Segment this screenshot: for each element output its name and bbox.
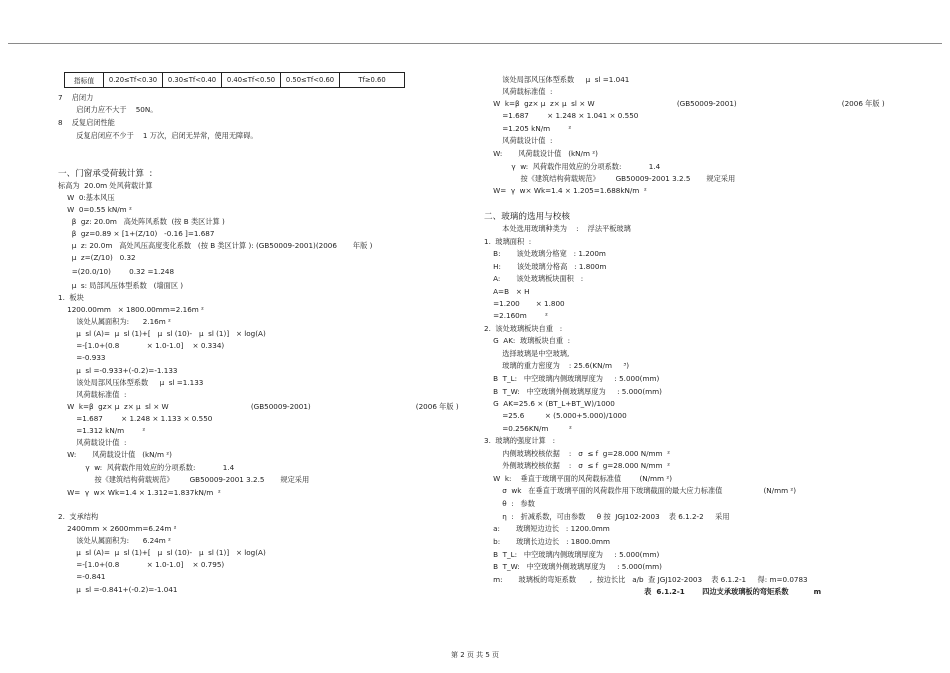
text-line: 2400mm × 2600mm=6.24m ² — [58, 524, 177, 533]
text-line: 风荷载设计值 : — [58, 438, 127, 447]
text-line: =-[1.0+(0.8 × 1.0-1.0] × 0.795) — [58, 560, 225, 569]
text-line: A=B × H — [484, 287, 530, 296]
text-line: =2.160m ² — [484, 311, 548, 320]
text-line: H: 该处玻璃分格高 : 1.800m — [484, 262, 607, 271]
text-line: 本处选用玻璃种类为 : 浮法平板玻璃 — [484, 224, 631, 233]
text-line: 该处局部风压体型系数 μ sl =1.133 — [58, 378, 204, 387]
text-line: W: 风荷载设计值 (kN/m ²) — [58, 450, 172, 459]
text-line: W k=β gz× μ z× μ sl × W (GB50009-2001) (2006 年版 ) — [58, 402, 459, 411]
text-line: 风荷载标准值 : — [484, 87, 553, 96]
text-line: 一、门窗承受荷载计算 : — [58, 169, 153, 179]
text-line: η : 折减系数，可由参数 θ 按 JGJ102-2003 表 6.1.2-2 采用 — [484, 512, 730, 521]
text-line: 选择玻璃是中空玻璃, — [484, 349, 570, 358]
text-line: W 0=0.55 kN/m ² — [58, 205, 132, 214]
text-line: =-0.841 — [58, 572, 106, 581]
text-line: 按《建筑结构荷载规范》 GB50009-2001 3.2.5 规定采用 — [58, 475, 310, 484]
text-line: μ sl (A)= μ sl (1)+[ μ sl (10)- μ sl (1)] × log(A) — [58, 548, 266, 557]
text-line: 2. 支承结构 — [58, 512, 99, 521]
text-line: β gz=0.89 × [1+(Z/10) -0.16 ]=1.687 — [58, 229, 215, 238]
grade-table — [64, 72, 405, 88]
table-cell: 0.50≤Tf<0.60 — [281, 73, 340, 88]
text-line: 3. 玻璃的强度计算 : — [484, 436, 556, 445]
text-line: μ s: 局部风压体型系数 (墙面区 ) — [58, 281, 184, 290]
text-line: 内侧玻璃校核依据 : σ ≤ f g=28.000 N/mm ² — [484, 449, 670, 458]
text-line: 标高为 20.0m 处风荷载计算 — [58, 181, 153, 190]
header-rule — [8, 43, 942, 44]
text-line: =1.312 kN/m ² — [58, 426, 146, 435]
text-line: W: 风荷载设计值 (kN/m ²) — [484, 149, 598, 158]
text-line: 7 启闭力 — [58, 93, 94, 102]
text-line: 该处从属面积为: 2.16m ² — [58, 317, 171, 326]
table-cell: 0.20≤Tf<0.30 — [104, 73, 163, 88]
text-line: b: 玻璃长边边长 : 1800.0mm — [484, 537, 610, 546]
text-line: γ w: 风荷载作用效应的分项系数: 1.4 — [58, 463, 235, 472]
text-line: B T_L: 中空玻璃内侧玻璃厚度为 : 5.000(mm) — [484, 374, 660, 383]
text-line: 1. 玻璃面积 : — [484, 237, 532, 246]
text-line: 该处从属面积为: 6.24m ² — [58, 536, 171, 545]
text-line: =-[1.0+(0.8 × 1.0-1.0] × 0.334) — [58, 341, 225, 350]
text-line: A: 该处玻璃板块面积 : — [484, 274, 584, 283]
page-footer: 第 2 页 共 5 页 — [450, 651, 500, 659]
text-line: a: 玻璃短边边长 : 1200.0mm — [484, 524, 610, 533]
text-line: μ sl =-0.933+(-0.2)=-1.133 — [58, 366, 178, 375]
text-line: B T_L: 中空玻璃内侧玻璃厚度为 : 5.000(mm) — [484, 550, 660, 559]
text-line: μ z: 20.0m 高处风压高度变化系数 (按 B 类区计算 ): (GB50009-2001)(2006 年版 ) — [58, 241, 373, 250]
text-line: 该处局部风压体型系数 μ sl =1.041 — [484, 75, 630, 84]
text-line: W= γ w× Wk=1.4 × 1.312=1.837kN/m ² — [58, 488, 221, 497]
text-line: G AK: 玻璃板块自重 : — [484, 336, 571, 345]
text-line: σ wk 在垂直于玻璃平面的风荷载作用下玻璃截面的最大应力标准值 (N/mm ²) — [484, 486, 797, 495]
text-line: =-0.933 — [58, 353, 106, 362]
text-line: B T_W: 中空玻璃外侧玻璃厚度为 : 5.000(mm) — [484, 387, 662, 396]
text-line: 风荷载设计值 : — [484, 136, 553, 145]
text-line: W= γ w× Wk=1.4 × 1.205=1.688kN/m ² — [484, 186, 647, 195]
text-line: W 0:基本风压 — [58, 193, 115, 202]
text-line: =1.205 kN/m ² — [484, 124, 572, 133]
table-cell: 0.30≤Tf<0.40 — [163, 73, 222, 88]
table-cell: 0.40≤Tf<0.50 — [222, 73, 281, 88]
text-line: W k=β gz× μ z× μ sl × W (GB50009-2001) (2006 年版 ) — [484, 99, 885, 108]
text-line: 外侧玻璃校核依据 : σ ≤ f g=28.000 N/mm ² — [484, 461, 670, 470]
text-line: 表 6.1.2-1 四边支承玻璃板的弯矩系数 m — [484, 587, 822, 596]
table-cell: Tf≥0.60 — [340, 73, 405, 88]
text-line: B T_W: 中空玻璃外侧玻璃厚度为 : 5.000(mm) — [484, 562, 662, 571]
text-line: 风荷载标准值 : — [58, 390, 127, 399]
text-line: μ sl (A)= μ sl (1)+[ μ sl (10)- μ sl (1)] × log(A) — [58, 329, 266, 338]
text-line: μ sl =-0.841+(-0.2)=-1.041 — [58, 585, 178, 594]
text-line: 1. 板块 — [58, 293, 84, 302]
text-line: 玻璃的重力密度为 : 25.6(KN/m ³) — [484, 361, 630, 370]
text-line: =1.200 × 1.800 — [484, 299, 565, 308]
table-row — [65, 73, 405, 88]
text-line: =1.687 × 1.248 × 1.041 × 0.550 — [484, 111, 639, 120]
text-line: 二、玻璃的选用与校核 — [484, 212, 570, 222]
table-cell: 指标值 — [65, 73, 104, 88]
text-line: 启闭力应不大于 50N。 — [58, 105, 158, 114]
text-line: 反复启闭应不少于 1 万次，启闭无异常，使用无障碍。 — [58, 131, 258, 140]
text-line: μ z=(Z/10) 0.32 — [58, 253, 136, 262]
text-line: 按《建筑结构荷载规范》 GB50009-2001 3.2.5 规定采用 — [484, 174, 736, 183]
text-line: B: 该处玻璃分格宽 : 1.200m — [484, 249, 606, 258]
text-line: β gz: 20.0m 高处阵风系数 (按 B 类区计算 ) — [58, 217, 225, 226]
text-line: =0.256KN/m ² — [484, 424, 572, 433]
text-line: θ : 参数 — [484, 499, 535, 508]
text-line: W k: 垂直于玻璃平面的风荷载标准值 (N/mm ²) — [484, 474, 673, 483]
text-line: m: 玻璃板的弯矩系数 , 按边长比 a/b 查 JGJ102-2003 表 6.1.2-1 得: m=0.0783 — [484, 575, 808, 584]
text-line: =1.687 × 1.248 × 1.133 × 0.550 — [58, 414, 213, 423]
text-line: 8 反复启闭性能 — [58, 118, 115, 127]
text-line: =25.6 × (5.000+5.000)/1000 — [484, 411, 627, 420]
text-line: γ w: 风荷载作用效应的分项系数: 1.4 — [484, 162, 661, 171]
text-line: 2. 该处玻璃板块自重 : — [484, 324, 563, 333]
text-line: 1200.00mm × 1800.00mm=2.16m ² — [58, 305, 204, 314]
text-line: G AK=25.6 × (BT_L+BT_W)/1000 — [484, 399, 615, 408]
text-line: =(20.0/10) 0.32 =1.248 — [58, 267, 175, 276]
